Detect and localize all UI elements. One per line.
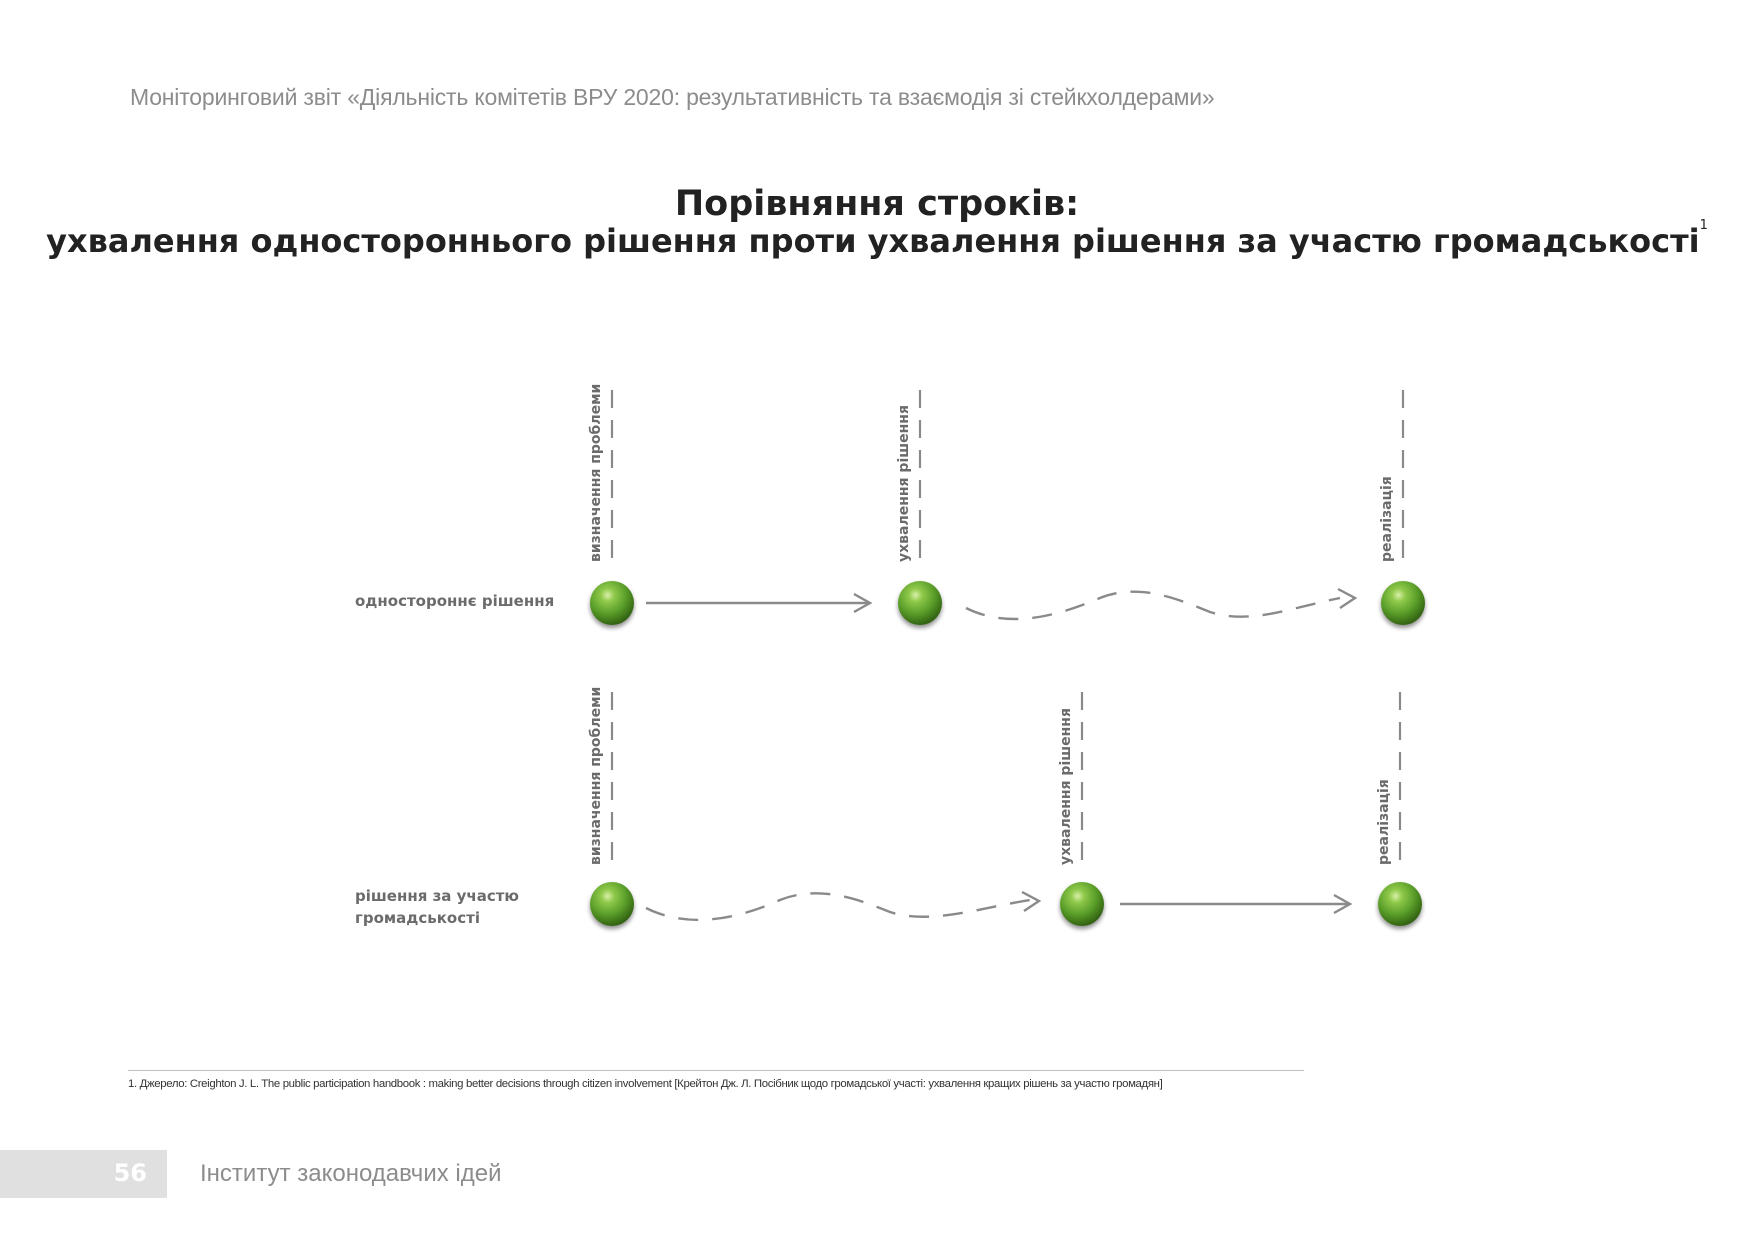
page-number: 56 [113,1159,147,1187]
stage-label-implementation: реалізація [1379,476,1395,562]
stage-node-icon [1060,882,1104,926]
arrow-head-icon [1338,589,1355,608]
stage-node-icon [898,581,942,625]
wavy-dashed-arrow-line [966,592,1340,619]
stage-label-implementation: реалізація [1376,779,1392,865]
wavy-dashed-arrow-line [646,893,1030,920]
row-unilateral [355,384,1425,625]
report-header: Моніторинговий звіт «Діяльність комітетів ВРУ 2020: результативність та взаємодія зі стейкхолдерами» [130,84,1215,110]
stage-label-problem-definition: визначення проблеми [588,383,604,562]
row-label-unilateral: одностороннє рішення [355,592,555,610]
stage-node-icon [590,882,634,926]
footnote-divider [128,1070,1304,1071]
stage-node-icon [590,581,634,625]
footnote: 1. Джерело: Creighton J. L. The public participation handbook : making better decisions through citizen involvement [Крейтон Дж. Л. Посібник щодо громадської участі: ухвалення кращих рішень за участю громадян] [128,1078,1163,1090]
stage-node-icon [1381,581,1425,625]
stage-label-decision: ухвалення рішення [1058,708,1074,865]
diagram-title: Порівняння строків: [674,184,1080,224]
stage-label-decision: ухвалення рішення [896,405,912,562]
footer-org-name: Інститут законодавчих ідей [200,1160,502,1187]
page-number-box [0,1150,167,1198]
stage-label-problem-definition: визначення проблеми [588,686,604,865]
row-participatory [355,687,1422,927]
row-label-participatory-line2: громадськості [355,909,480,927]
footnote-ref: 1 [1699,218,1708,233]
stage-node-icon [1378,882,1422,926]
row-label-participatory-line1: рішення за участю [355,887,519,905]
diagram-subtitle-text: ухвалення одностороннього рішення проти ухвалення рішення за участю громадськості [46,222,1700,260]
